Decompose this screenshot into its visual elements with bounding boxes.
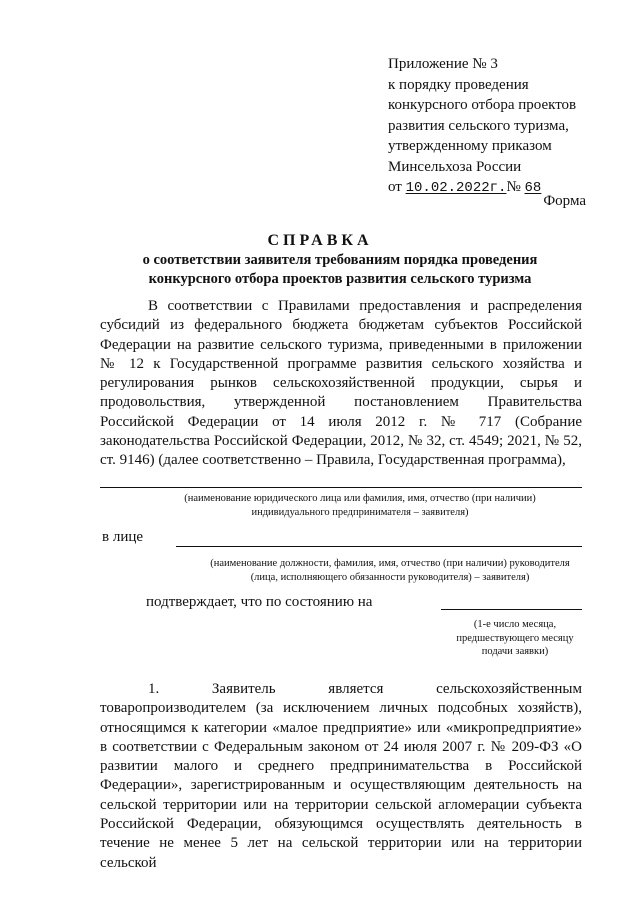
appendix-line: Приложение № 3 [388,56,498,72]
order-date: 10.02.2022г. [405,180,507,196]
appendix-line: развития сельского туризма, [388,117,569,134]
appendix-line: к порядку проведения [388,76,529,93]
confirms-text: подтверждает, что по состоянию на [146,594,373,610]
representative-hint: (наименование должности, фамилия, имя, отчество (при наличии) руководителя (лица, исполняющего обязанности руководителя) – заявителя) [210,558,570,583]
intro-paragraph: В соответствии с Правилами предоставления и распределения субсидий из федерального бюджета бюджетам субъектов Российской Федерации на развитие сельского туризма, приведенными в приложении № 12 к Государственной программе развития сельского хозяйства и регулирования рынков сельскохозяйственной продукции, сырья и продовольствия, утвержденной постановлением Правительства Российской Федерации от 14 июля 2012 г. № 717 (Собрание законодательства Российской Федерации, 2012, № 32, ст. 4549; 2021, № 52, ст. 9146) (далее соответственно – Правила, Государственная программа), [100,298,582,469]
appendix-line: конкурсного отбора проектов [388,97,577,113]
order-number: 68 [524,180,542,196]
date-line [441,609,582,610]
date-prefix: от [388,179,402,195]
representative-line [176,546,582,547]
represented-by-label: в лице [102,529,144,545]
date-hint: (1-е число месяца, предшествующего месяцу подачи заявки) [456,619,574,657]
appendix-line: Минсельхоза России [388,158,522,175]
document-subtitle: о соответствии заявителя требованиям порядка проведения конкурсного отбора проектов развития сельского туризма [142,252,538,287]
condition-paragraph-1: 1. Заявитель является сельскохозяйственным товаропроизводителем (за исключением личных подсобных хозяйств), относящимся к категории «малое предприятие» или «микропредприятие» в соответствии с Федеральным законом от 24 июля 2007 г. № 209-ФЗ «О развитии малого и среднего предпринимательства в Российской Федерации», зарегистрированным и осуществляющим деятельность на сельской территории или на территории сельской агломерации субъекта Российской Федерации, обязующимся осуществлять деятельность в течение не менее 5 лет на сельской территории или на территории сельской [100,681,582,871]
appendix-block [388,54,618,199]
number-sign: № [506,179,521,195]
form-label: Форма [543,193,586,209]
applicant-hint: (наименование юридического лица или фамилия, имя, отчество (при наличии) индивидуального предпринимателя – заявителя) [184,493,536,518]
applicant-name-line [100,487,582,488]
document-title: СПРАВКА [267,232,373,249]
appendix-line: утвержденному приказом [388,138,552,154]
